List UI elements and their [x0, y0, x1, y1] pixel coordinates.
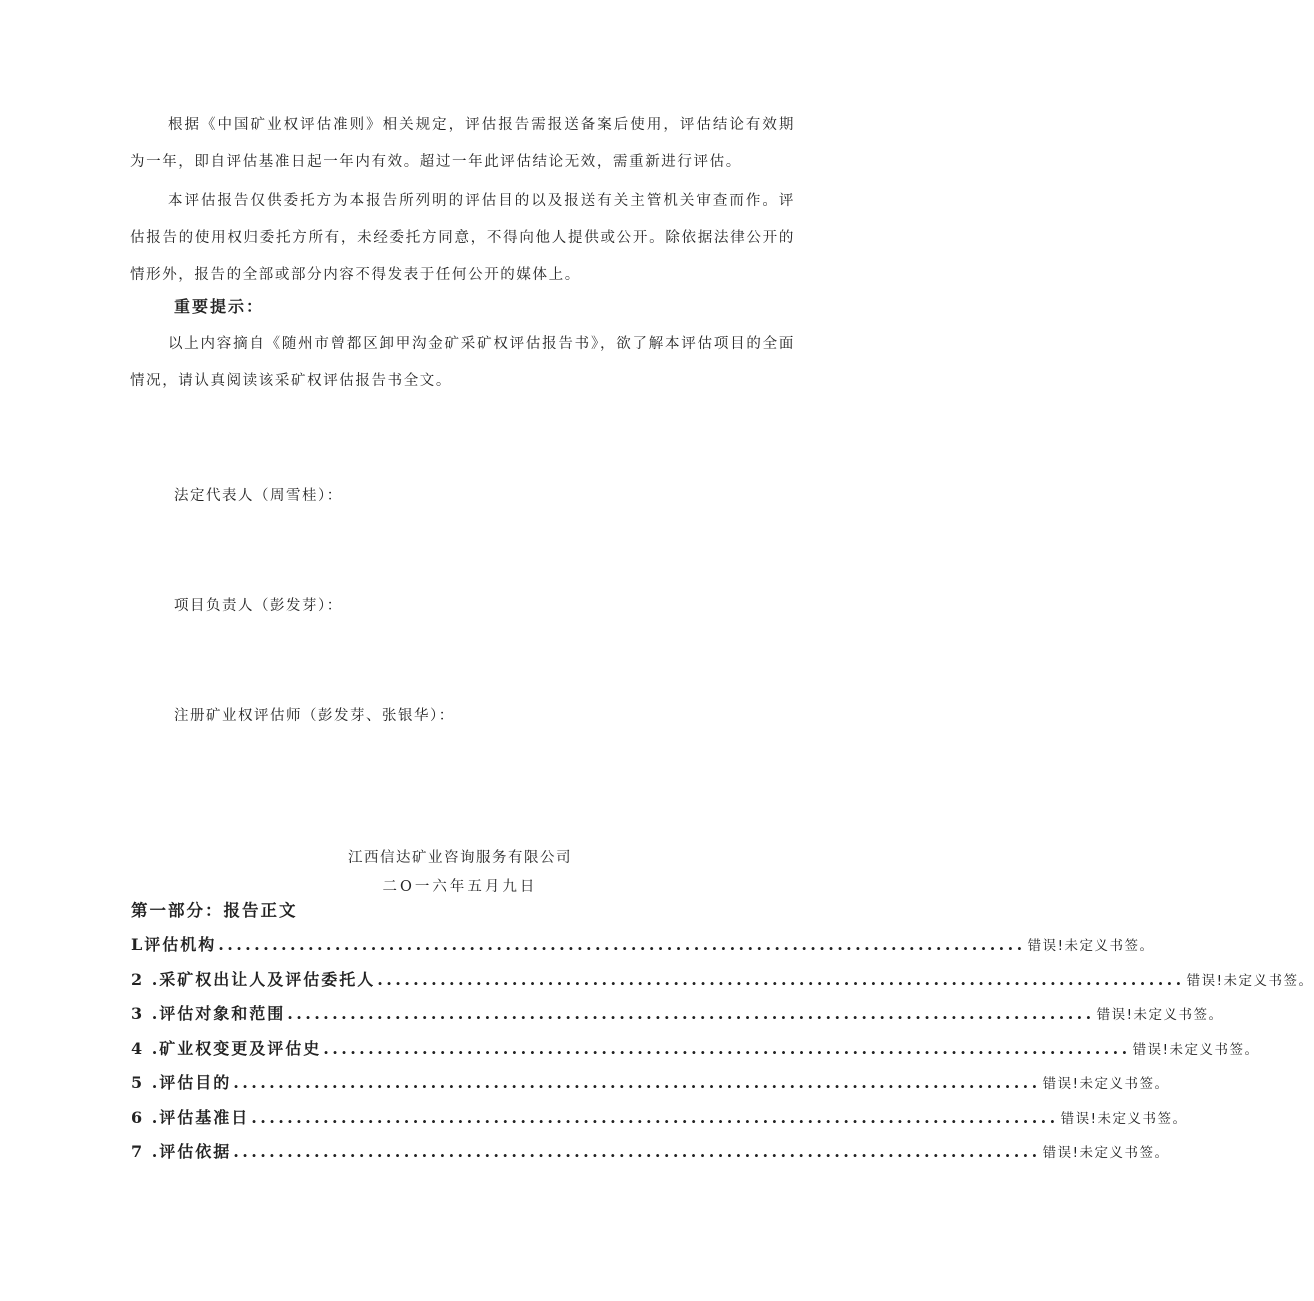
toc-entry[interactable] [131, 1105, 1188, 1140]
toc-entry-title: 评估机构 [144, 935, 217, 954]
usage-paragraph: 本评估报告仅供委托方为本报告所列明的评估目的以及报送有关主管机关审查而作。评估报告的使用权归委托方所有，未经委托方同意，不得向他人提供或公开。除依据法律公开的情形外，报告的全部或部分内容不得发表于任何公开的媒体上。 [130, 193, 795, 283]
toc-leader-dots: .......................................................................................... [251, 1107, 1059, 1127]
notice-heading: 重要提示： [174, 297, 265, 316]
toc-entry-title: 评估对象和范围 [159, 1004, 286, 1023]
toc-entry[interactable] [131, 1139, 1170, 1174]
toc-entry-number: L [131, 935, 145, 954]
toc-entry-number: 3 . [131, 1004, 160, 1023]
toc-entry[interactable] [131, 932, 1155, 967]
toc-entry[interactable] [131, 1070, 1170, 1105]
toc-entry-title: 采矿权出让人及评估委托人 [159, 969, 376, 989]
part-title: 第一部分：报告正文 [131, 901, 298, 920]
toc-entry-title: 评估目的 [159, 1073, 232, 1092]
toc-entry-number: 7 . [131, 1142, 160, 1161]
toc-entry-number: 5 . [131, 1073, 160, 1092]
toc-entry-reference: 错误!未定义书签。 [1027, 938, 1155, 954]
toc-entry-title: 矿业权变更及评估史 [159, 1038, 322, 1058]
toc-entry[interactable] [131, 967, 1314, 1002]
toc-entry-reference: 错误!未定义书签。 [1186, 972, 1314, 989]
toc-entry-title: 评估基准日 [159, 1107, 250, 1127]
toc-leader-dots: .......................................................................................... [287, 1004, 1095, 1023]
toc-entry-reference: 错误!未定义书签。 [1060, 1110, 1188, 1127]
toc-leader-dots: .......................................................................................... [233, 1073, 1041, 1092]
toc-leader-dots: .......................................................................................... [218, 935, 1026, 954]
project-lead-line: 项目负责人（彭发芽）： [174, 598, 343, 614]
validity-paragraph: 根据《中国矿业权评估准则》相关规定，评估报告需报送备案后使用，评估结论有效期为一年，即自评估基准日起一年内有效。超过一年此评估结论无效，需重新进行评估。 [130, 117, 795, 170]
toc-entry-number: 6 . [131, 1107, 160, 1127]
toc-entry-reference: 错误!未定义书签。 [1042, 1076, 1170, 1092]
toc-entry-reference: 错误!未定义书签。 [1132, 1041, 1260, 1058]
company-name: 江西信达矿业咨询服务有限公司 [348, 850, 572, 866]
toc-leader-dots: .......................................................................................... [323, 1038, 1131, 1058]
toc-leader-dots: .......................................................................................... [377, 969, 1185, 989]
table-of-contents [131, 932, 1314, 1174]
report-date: 二O一六年五月九日 [382, 879, 538, 895]
toc-entry-reference: 错误!未定义书签。 [1042, 1145, 1170, 1161]
notice-paragraph: 以上内容摘自《随州市曾都区卸甲沟金矿采矿权评估报告书》，欲了解本评估项目的全面情况，请认真阅读该采矿权评估报告书全文。 [130, 336, 795, 389]
appraisers-line: 注册矿业权评估师（彭发芽、张银华）： [174, 708, 455, 724]
legal-representative-line: 法定代表人（周雪桂）： [174, 488, 343, 504]
toc-entry-number: 2 . [131, 969, 160, 989]
toc-entry[interactable] [131, 1036, 1260, 1071]
toc-entry-title: 评估依据 [159, 1142, 232, 1161]
toc-entry-reference: 错误!未定义书签。 [1096, 1007, 1224, 1023]
toc-entry[interactable] [131, 1001, 1224, 1036]
toc-leader-dots: .......................................................................................... [233, 1142, 1041, 1161]
toc-entry-number: 4 . [131, 1038, 160, 1058]
